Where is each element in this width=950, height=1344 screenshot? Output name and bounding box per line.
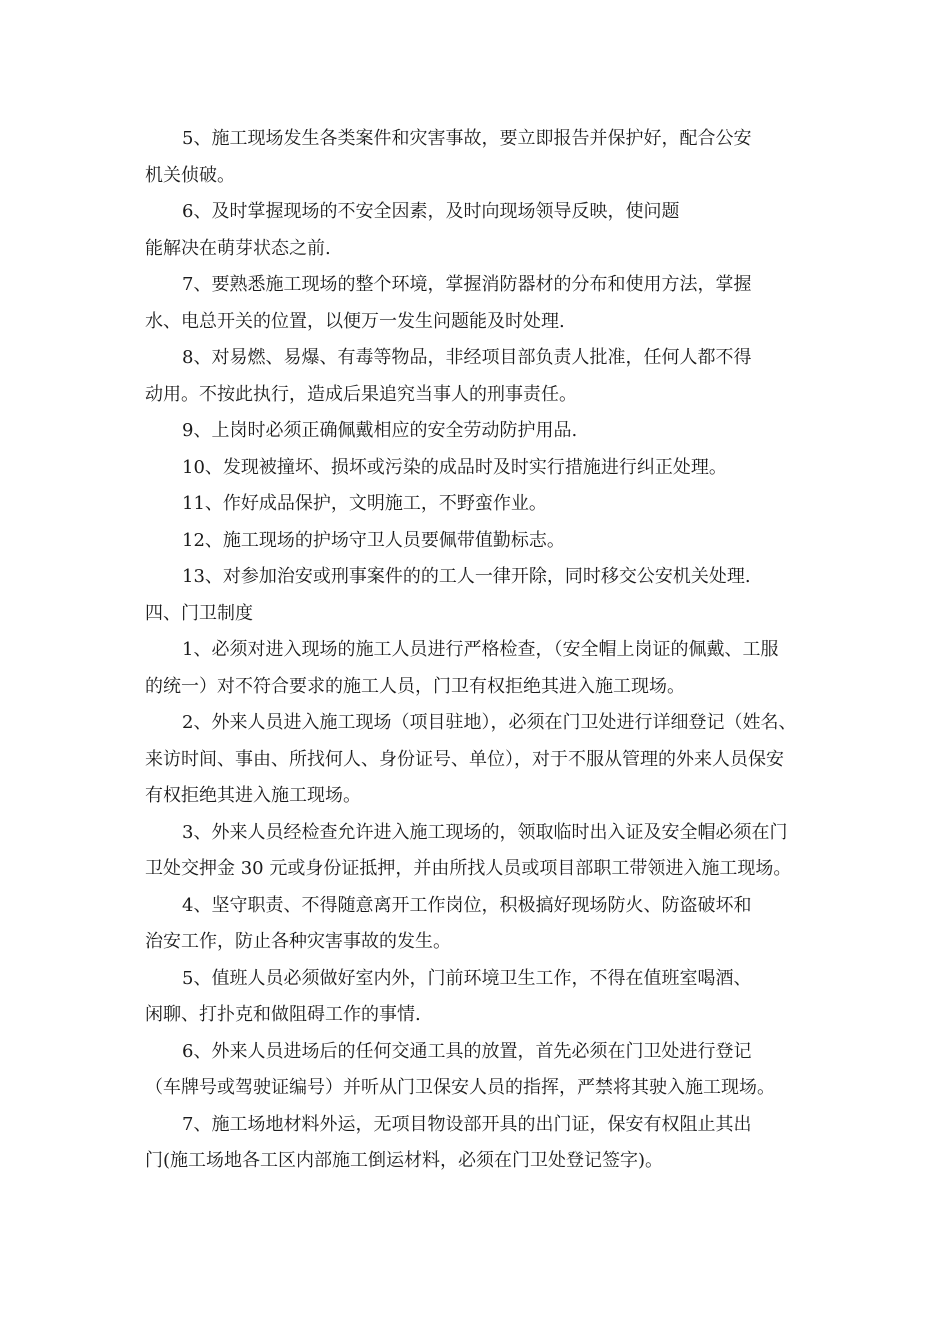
document-line: （车牌号或驾驶证编号）并听从门卫保安人员的指挥，严禁将其驶入施工现场。	[145, 1077, 775, 1098]
document-line: 5、值班人员必须做好室内外，门前环境卫生工作，不得在值班室喝酒、	[182, 967, 752, 989]
document-line: 9、上岗时必须正确佩戴相应的安全劳动防护用品.	[182, 420, 578, 441]
document-line: 8、对易燃、易爆、有毒等物品，非经项目部负责人批准，任何人都不得	[182, 347, 752, 368]
document-line: 能解决在萌芽状态之前.	[145, 237, 331, 259]
document-line: 5、施工现场发生各类案件和灾害事故，要立即报告并保护好，配合公安	[182, 128, 752, 149]
document-line: 的统一）对不符合要求的施工人员，门卫有权拒绝其进入施工现场。	[145, 675, 685, 697]
document-line: 6、外来人员进场后的任何交通工具的放置，首先必须在门卫处进行登记	[182, 1040, 752, 1062]
document-line: 来访时间、事由、所找何人、身份证号、单位），对于不服从管理的外来人员保安	[145, 748, 784, 770]
document-line: 4、坚守职责、不得随意离开工作岗位，积极搞好现场防火、防盗破坏和	[182, 894, 752, 916]
document-line: 3、外来人员经检查允许进入施工现场的，领取临时出入证及安全帽必须在门	[182, 821, 788, 843]
document-line: 机关侦破。	[145, 164, 235, 186]
document-line: 13、对参加治安或刑事案件的的工人一律开除，同时移交公安机关处理.	[182, 566, 751, 587]
document-line: 12、施工现场的护场守卫人员要佩带值勤标志。	[182, 529, 565, 551]
document-line: 有权拒绝其进入施工现场。	[145, 785, 361, 806]
document-line: 2、外来人员进入施工现场（项目驻地），必须在门卫处进行详细登记（姓名、	[182, 712, 797, 733]
document-line: 闲聊、打扑克和做阻碍工作的事情.	[145, 1004, 421, 1025]
document-line: 7、要熟悉施工现场的整个环境，掌握消防器材的分布和使用方法，掌握	[182, 274, 752, 295]
document-line: 水、电总开关的位置，以便万一发生问题能及时处理.	[145, 310, 565, 332]
document-line: 10、发现被撞坏、损坏或污染的成品时及时实行措施进行纠正处理。	[182, 456, 727, 478]
document-line: 治安工作，防止各种灾害事故的发生。	[145, 931, 451, 952]
document-line: 1、必须对进入现场的施工人员进行严格检查，（安全帽上岗证的佩戴、工服	[182, 639, 779, 660]
document-line: 四、门卫制度	[145, 602, 253, 624]
document-line: 卫处交押金 30 元或身份证抵押，并由所找人员或项目部职工带领进入施工现场。	[145, 858, 792, 879]
document-line: 7、施工场地材料外运，无项目物设部开具的出门证，保安有权阻止其出	[182, 1113, 752, 1135]
document-line: 动用。不按此执行，造成后果追究当事人的刑事责任。	[145, 383, 577, 405]
document-line: 11、作好成品保护，文明施工，不野蛮作业。	[182, 493, 547, 514]
document-line: 6、及时掌握现场的不安全因素，及时向现场领导反映，使问题	[182, 201, 680, 222]
document-line: 门(施工场地各工区内部施工倒运材料，必须在门卫处登记签字)。	[145, 1150, 664, 1171]
